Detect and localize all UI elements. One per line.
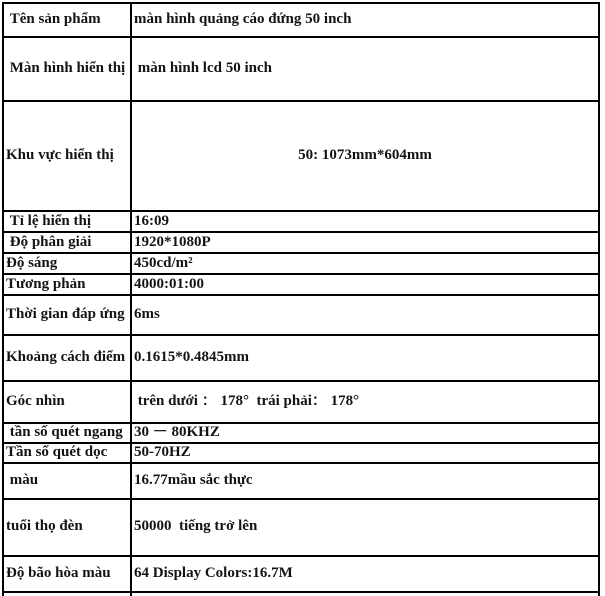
spec-label-cell: tần số quét ngang — [3, 423, 131, 443]
spec-value-cell: 6ms — [131, 295, 599, 335]
spec-label-cell: Thời gian đáp ứng — [3, 295, 131, 335]
spec-value-cell — [131, 592, 599, 596]
spec-value-cell: 64 Display Colors:16.7M — [131, 556, 599, 592]
product-spec-table — [2, 2, 600, 596]
spec-label-cell: Khoảng cách điểm — [3, 335, 131, 381]
spec-row-display — [3, 37, 599, 101]
spec-label-cell: Độ phân giải — [3, 232, 131, 253]
spec-row-product-name — [3, 3, 599, 37]
spec-row-pixel-pitch — [3, 335, 599, 381]
spec-label-cell: Tương phản — [3, 274, 131, 295]
spec-label-cell: Độ sáng — [3, 253, 131, 274]
spec-value-cell: 16.77mầu sắc thực — [131, 463, 599, 499]
spec-row-color — [3, 463, 599, 499]
spec-row-lamp-life — [3, 499, 599, 556]
spec-row-brightness — [3, 253, 599, 274]
spec-value-cell: 4000:01:00 — [131, 274, 599, 295]
spec-row-color-saturation — [3, 556, 599, 592]
spec-label-cell — [3, 592, 131, 596]
spec-row-display-area — [3, 101, 599, 211]
spec-row-h-frequency — [3, 423, 599, 443]
spec-label-cell: Tên sản phẩm — [3, 3, 131, 37]
spec-value-cell: màn hình lcd 50 inch — [131, 37, 599, 101]
spec-row-response-time — [3, 295, 599, 335]
spec-value-cell: 450cd/m² — [131, 253, 599, 274]
spec-value-cell: 50: 1073mm*604mm — [131, 101, 599, 211]
spec-label-cell: Góc nhìn — [3, 381, 131, 423]
spec-value-cell: 50-70HZ — [131, 443, 599, 463]
spec-label-cell: Khu vực hiển thị — [3, 101, 131, 211]
spec-row-partial-bottom — [3, 592, 599, 596]
spec-value-cell: 50000 tiếng trở lên — [131, 499, 599, 556]
spec-label-cell: Màn hình hiển thị — [3, 37, 131, 101]
spec-value-cell: 30 － 80KHZ — [131, 423, 599, 443]
spec-row-v-frequency — [3, 443, 599, 463]
spec-value-cell: trên dưới ： 178° trái phải： 178° — [131, 381, 599, 423]
spec-row-aspect-ratio — [3, 211, 599, 232]
spec-label-cell: Độ bão hòa màu — [3, 556, 131, 592]
spec-label-cell: màu — [3, 463, 131, 499]
spec-value-cell: 1920*1080P — [131, 232, 599, 253]
spec-row-contrast — [3, 274, 599, 295]
spec-row-resolution — [3, 232, 599, 253]
spec-value-cell: 0.1615*0.4845mm — [131, 335, 599, 381]
spec-value-cell: màn hình quảng cáo đứng 50 inch — [131, 3, 599, 37]
spec-row-viewing-angle — [3, 381, 599, 423]
spec-label-cell: Tần số quét dọc — [3, 443, 131, 463]
spec-label-cell: Tỉ lệ hiển thị — [3, 211, 131, 232]
spec-value-cell: 16:09 — [131, 211, 599, 232]
spec-label-cell: tuổi thọ đèn — [3, 499, 131, 556]
